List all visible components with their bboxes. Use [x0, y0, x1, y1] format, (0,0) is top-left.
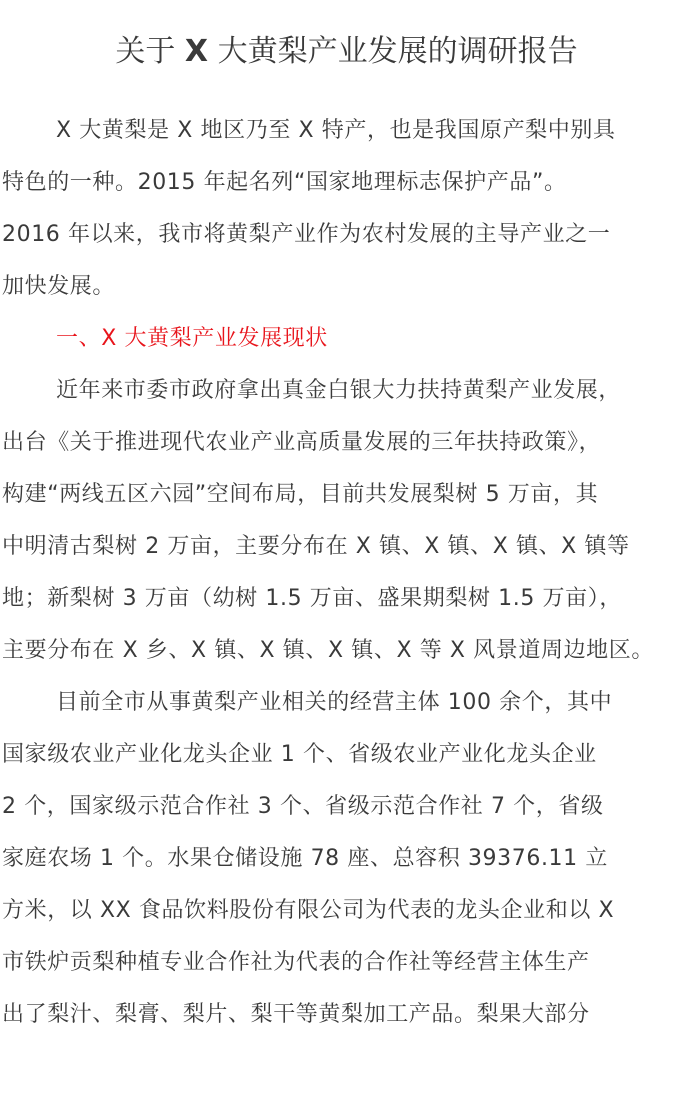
paragraph-line: 目前全市从事黄梨产业相关的经营主体 100 余个，其中: [56, 690, 613, 715]
paragraph-line: 地；新梨树 3 万亩（幼树 1.5 万亩、盛果期梨树 1.5 万亩），: [2, 586, 622, 611]
paragraph-line: 出台《关于推进现代农业产业高质量发展的三年扶持政策》，: [2, 430, 602, 455]
title-prefix: 关于: [115, 34, 185, 69]
paragraph-line: X 大黄梨是 X 地区乃至 X 特产，也是我国原产梨中别具: [56, 118, 616, 143]
paragraph-line: 市铁炉贡梨种植专业合作社为代表的合作社等经营主体生产: [2, 950, 590, 975]
title-suffix: 大黄梨产业发展的调研报告: [208, 34, 578, 69]
paragraph-line: 方米，以 XX 食品饮料股份有限公司为代表的龙头企业和以 X: [2, 898, 615, 923]
paragraph-line: 近年来市委市政府拿出真金白银大力扶持黄梨产业发展，: [56, 378, 622, 403]
paragraph-line: 家庭农场 1 个。水果仓储设施 78 座、总容积 39376.11 立: [2, 846, 608, 871]
paragraph-line: 2 个，国家级示范合作社 3 个、省级示范合作社 7 个，省级: [2, 794, 604, 819]
paragraph-line: 主要分布在 X 乡、X 镇、X 镇、X 镇、X 等 X 风景道周边地区。: [2, 638, 654, 663]
paragraph-line: 中明清古梨树 2 万亩，主要分布在 X 镇、X 镇、X 镇、X 镇等: [2, 534, 630, 559]
paragraph-line: 2016 年以来，我市将黄梨产业作为农村发展的主导产业之一: [2, 222, 611, 247]
paragraph-line: 国家级农业产业化龙头企业 1 个、省级农业产业化龙头企业: [2, 742, 597, 767]
section-heading: 一、X 大黄梨产业发展现状: [56, 326, 328, 351]
paragraph-line: 加快发展。: [2, 274, 116, 299]
paragraph-line: 出了梨汁、梨膏、梨片、梨干等黄梨加工产品。梨果大部分: [2, 1002, 590, 1027]
title-x: X: [184, 34, 209, 69]
paragraph-line: 构建“两线五区六园”空间布局，目前共发展梨树 5 万亩，其: [2, 482, 599, 507]
paragraph-line: 特色的一种。2015 年起名列“国家地理标志保护产品”。: [2, 170, 567, 195]
document-title: [0, 30, 693, 74]
